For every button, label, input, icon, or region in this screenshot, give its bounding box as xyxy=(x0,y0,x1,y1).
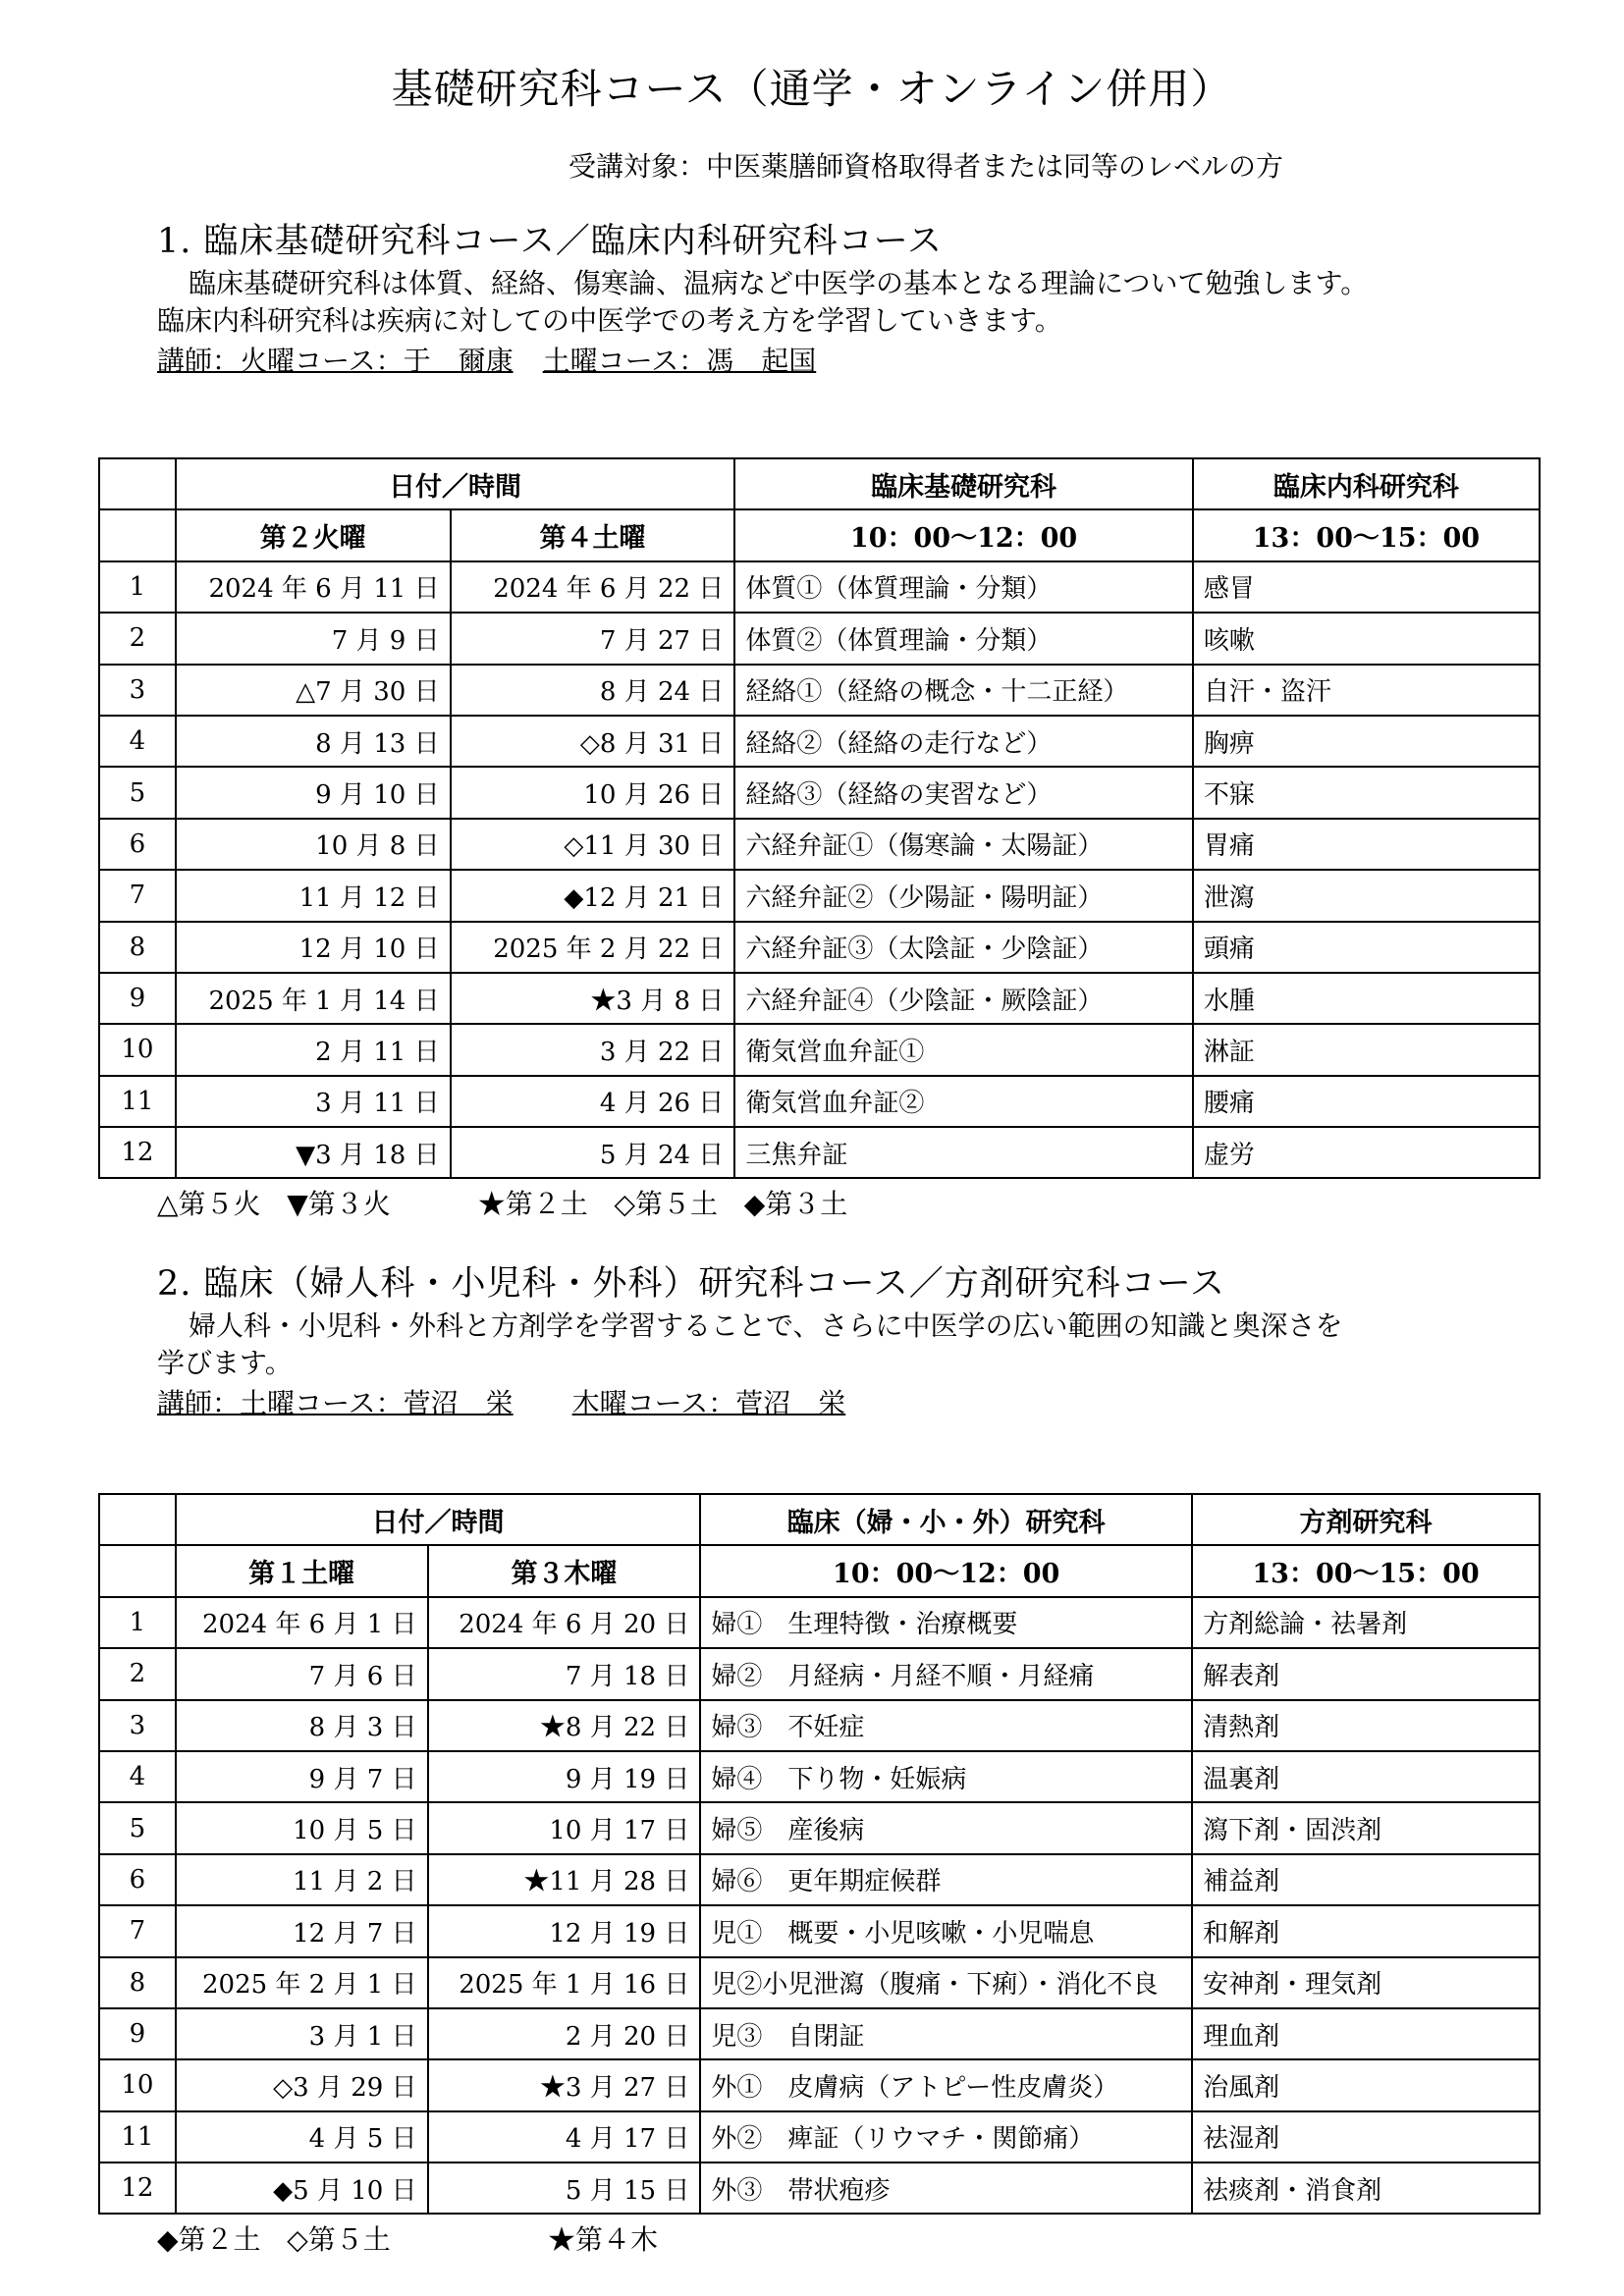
subject-cell: 方剤総論・祛暑剤 xyxy=(1192,1597,1540,1648)
instructor-thursday: 木曜コース：菅沼 栄 xyxy=(571,1387,846,1419)
date-cell: 10 月 5 日 xyxy=(176,1802,428,1853)
table-row xyxy=(99,1751,1540,1802)
date-cell: 8 月 3 日 xyxy=(176,1700,428,1751)
table-1-legend: △第５火 ▼第３火 ★第２土 ◇第５土 ◆第３土 xyxy=(157,1188,848,1220)
header-3rd-thursday: 第３木曜 xyxy=(428,1545,701,1596)
subject-cell: 婦④ 下り物・妊娠病 xyxy=(700,1751,1192,1802)
subject-cell: 婦③ 不妊症 xyxy=(700,1700,1192,1751)
row-number: 4 xyxy=(99,1751,176,1802)
date-cell: ◇11 月 30 日 xyxy=(451,819,735,870)
date-cell: ◆12 月 21 日 xyxy=(451,870,735,921)
row-number: 4 xyxy=(99,716,176,767)
date-cell: △7 月 30 日 xyxy=(176,665,451,716)
subject-cell: 体質②（体質理論・分類） xyxy=(734,613,1193,664)
date-cell: 7 月 27 日 xyxy=(451,613,735,664)
row-number: 5 xyxy=(99,767,176,818)
row-number: 8 xyxy=(99,922,176,973)
subject-cell: 感冒 xyxy=(1193,561,1540,613)
section-2-instructors xyxy=(157,1384,1532,1423)
subject-cell: 三焦弁証 xyxy=(734,1127,1193,1178)
subject-cell: 解表剤 xyxy=(1192,1648,1540,1699)
subject-cell: 外① 皮膚病（アトピー性皮膚炎） xyxy=(700,2059,1192,2110)
table-subheader-row xyxy=(99,1545,1540,1596)
date-cell: 3 月 1 日 xyxy=(176,2008,428,2059)
row-number: 6 xyxy=(99,819,176,870)
subject-cell: 温裏剤 xyxy=(1192,1751,1540,1802)
table-row xyxy=(99,1024,1540,1075)
subject-cell: 衛気営血弁証② xyxy=(734,1076,1193,1127)
subject-cell: 児③ 自閉証 xyxy=(700,2008,1192,2059)
subject-cell: 経絡①（経絡の概念・十二正経） xyxy=(734,665,1193,716)
date-cell: 7 月 6 日 xyxy=(176,1648,428,1699)
date-cell: ★8 月 22 日 xyxy=(428,1700,701,1751)
table-row xyxy=(99,1648,1540,1699)
date-cell: 11 月 12 日 xyxy=(176,870,451,921)
subject-cell: 頭痛 xyxy=(1193,922,1540,973)
table-row xyxy=(99,1597,1540,1648)
subject-cell: 外③ 帯状疱疹 xyxy=(700,2163,1192,2214)
table-row xyxy=(99,973,1540,1024)
subject-cell: 水腫 xyxy=(1193,973,1540,1024)
header-formula: 方剤研究科 xyxy=(1192,1494,1540,1545)
subject-cell: 六経弁証①（傷寒論・太陽証） xyxy=(734,819,1193,870)
subject-cell: 安神剤・理気剤 xyxy=(1192,1957,1540,2008)
date-cell: 11 月 2 日 xyxy=(176,1854,428,1905)
date-cell: 4 月 17 日 xyxy=(428,2111,701,2163)
row-number: 6 xyxy=(99,1854,176,1905)
section-2-heading: 2. 臨床（婦人科・小児科・外科）研究科コース／方剤研究科コース xyxy=(157,1264,1226,1304)
table-row xyxy=(99,819,1540,870)
row-number: 12 xyxy=(99,2163,176,2214)
subject-cell: 自汗・盗汗 xyxy=(1193,665,1540,716)
row-number: 12 xyxy=(99,1127,176,1178)
date-cell: 9 月 7 日 xyxy=(176,1751,428,1802)
table-row xyxy=(99,2111,1540,2163)
date-cell: 2 月 11 日 xyxy=(176,1024,451,1075)
table-row xyxy=(99,716,1540,767)
header-2nd-tuesday: 第２火曜 xyxy=(176,509,451,561)
table-row xyxy=(99,1802,1540,1853)
date-cell: 2025 年 2 月 22 日 xyxy=(451,922,735,973)
date-cell: 12 月 10 日 xyxy=(176,922,451,973)
date-cell: ◆5 月 10 日 xyxy=(176,2163,428,2214)
subject-cell: 児②小児泄瀉（腹痛・下痢）・消化不良 xyxy=(700,1957,1192,2008)
subject-cell: 祛痰剤・消食剤 xyxy=(1192,2163,1540,2214)
table-header-row xyxy=(99,1494,1540,1545)
subject-cell: 清熱剤 xyxy=(1192,1700,1540,1751)
date-cell: 2025 年 2 月 1 日 xyxy=(176,1957,428,2008)
section-1-instructors xyxy=(157,342,1532,381)
date-cell: 10 月 8 日 xyxy=(176,819,451,870)
subject-cell: 経絡③（経絡の実習など） xyxy=(734,767,1193,818)
instructor-tuesday: 講師：火曜コース：于 爾康 xyxy=(157,345,514,377)
subject-cell: 泄瀉 xyxy=(1193,870,1540,921)
date-cell: 8 月 13 日 xyxy=(176,716,451,767)
row-number: 3 xyxy=(99,665,176,716)
date-cell: 10 月 17 日 xyxy=(428,1802,701,1853)
header-clinical-gyn-ped-surg: 臨床（婦・小・外）研究科 xyxy=(700,1494,1192,1545)
header-4th-saturday: 第４土曜 xyxy=(451,509,735,561)
table-2-legend: ◆第２土 ◇第５土 ★第４木 xyxy=(157,2223,658,2256)
date-cell: 2024 年 6 月 20 日 xyxy=(428,1597,701,1648)
instructor-saturday: 講師：土曜コース：菅沼 栄 xyxy=(157,1387,514,1419)
table-row xyxy=(99,613,1540,664)
table-header-row xyxy=(99,458,1540,509)
date-cell: ◇3 月 29 日 xyxy=(176,2059,428,2110)
subject-cell: 虚労 xyxy=(1193,1127,1540,1178)
date-cell: 2024 年 6 月 11 日 xyxy=(176,561,451,613)
row-number: 8 xyxy=(99,1957,176,2008)
date-cell: 5 月 15 日 xyxy=(428,2163,701,2214)
header-date-time: 日付／時間 xyxy=(176,1494,701,1545)
row-number: 7 xyxy=(99,870,176,921)
row-number: 10 xyxy=(99,1024,176,1075)
date-cell: 2024 年 6 月 1 日 xyxy=(176,1597,428,1648)
section-2-description-line1: 婦人科・小児科・外科と方剤学を学習することで、さらに中医学の広い範囲の知識と奥深さを xyxy=(189,1309,1343,1342)
table-subheader-row xyxy=(99,509,1540,561)
row-number: 1 xyxy=(99,561,176,613)
target-audience: 受講対象：中医薬膳師資格取得者または同等のレベルの方 xyxy=(568,150,1283,183)
section-2 xyxy=(157,1260,1532,1423)
subject-cell: 和解剤 xyxy=(1192,1905,1540,1956)
subject-cell: 理血剤 xyxy=(1192,2008,1540,2059)
subject-cell: 婦② 月経病・月経不順・月経痛 xyxy=(700,1648,1192,1699)
table-row xyxy=(99,1700,1540,1751)
row-number: 1 xyxy=(99,1597,176,1648)
subject-cell: 淋証 xyxy=(1193,1024,1540,1075)
table-row xyxy=(99,2059,1540,2110)
schedule-table-1 xyxy=(98,457,1541,1179)
subject-cell: 六経弁証②（少陽証・陽明証） xyxy=(734,870,1193,921)
table-row xyxy=(99,767,1540,818)
date-cell: ★11 月 28 日 xyxy=(428,1854,701,1905)
date-cell: ▼3 月 18 日 xyxy=(176,1127,451,1178)
row-number: 3 xyxy=(99,1700,176,1751)
subject-cell: 外② 痺証（リウマチ・関節痛） xyxy=(700,2111,1192,2163)
subject-cell: 腰痛 xyxy=(1193,1076,1540,1127)
table-row xyxy=(99,665,1540,716)
row-number: 11 xyxy=(99,1076,176,1127)
table-row xyxy=(99,922,1540,973)
table-row xyxy=(99,1127,1540,1178)
date-cell: 2 月 20 日 xyxy=(428,2008,701,2059)
header-time-afternoon: 13：00～15：00 xyxy=(1193,509,1540,561)
header-blank xyxy=(99,1494,176,1545)
row-number: 5 xyxy=(99,1802,176,1853)
date-cell: 10 月 26 日 xyxy=(451,767,735,818)
row-number: 11 xyxy=(99,2111,176,2163)
row-number: 2 xyxy=(99,1648,176,1699)
row-number: 2 xyxy=(99,613,176,664)
header-time-morning: 10：00～12：00 xyxy=(700,1545,1192,1596)
row-number: 10 xyxy=(99,2059,176,2110)
section-1-description-line2: 臨床内科研究科は疾病に対しての中医学での考え方を学習していきます。 xyxy=(157,304,1062,337)
header-time-morning: 10：00～12：00 xyxy=(734,509,1193,561)
section-1-heading: 1. 臨床基礎研究科コース／臨床内科研究科コース xyxy=(157,222,944,261)
date-cell: 4 月 26 日 xyxy=(451,1076,735,1127)
date-cell: 4 月 5 日 xyxy=(176,2111,428,2163)
date-cell: 3 月 22 日 xyxy=(451,1024,735,1075)
date-cell: ★3 月 8 日 xyxy=(451,973,735,1024)
date-cell: 2025 年 1 月 16 日 xyxy=(428,1957,701,2008)
header-1st-saturday: 第１土曜 xyxy=(176,1545,428,1596)
table-row xyxy=(99,2008,1540,2059)
subject-cell: 治風剤 xyxy=(1192,2059,1540,2110)
header-blank xyxy=(99,1545,176,1596)
date-cell: 3 月 11 日 xyxy=(176,1076,451,1127)
subject-cell: 婦⑥ 更年期症候群 xyxy=(700,1854,1192,1905)
subject-cell: 衛気営血弁証① xyxy=(734,1024,1193,1075)
subject-cell: 婦① 生理特徴・治療概要 xyxy=(700,1597,1192,1648)
header-date-time: 日付／時間 xyxy=(176,458,735,509)
table-row xyxy=(99,1854,1540,1905)
subject-cell: 不寐 xyxy=(1193,767,1540,818)
header-blank xyxy=(99,509,176,561)
table-row xyxy=(99,1905,1540,1956)
table-row xyxy=(99,1076,1540,1127)
header-clinical-internal: 臨床内科研究科 xyxy=(1193,458,1540,509)
page-title: 基礎研究科コース（通学・オンライン併用） xyxy=(391,65,1233,113)
subject-cell: 補益剤 xyxy=(1192,1854,1540,1905)
subject-cell: 六経弁証④（少陰証・厥陰証） xyxy=(734,973,1193,1024)
date-cell: ◇8 月 31 日 xyxy=(451,716,735,767)
date-cell: 7 月 18 日 xyxy=(428,1648,701,1699)
date-cell: 5 月 24 日 xyxy=(451,1127,735,1178)
table-row xyxy=(99,561,1540,613)
instructor-saturday: 土曜コース：馮 起国 xyxy=(542,345,817,377)
subject-cell: 祛湿剤 xyxy=(1192,2111,1540,2163)
subject-cell: 胸痹 xyxy=(1193,716,1540,767)
date-cell: 2024 年 6 月 22 日 xyxy=(451,561,735,613)
subject-cell: 体質①（体質理論・分類） xyxy=(734,561,1193,613)
header-blank xyxy=(99,458,176,509)
date-cell: 9 月 19 日 xyxy=(428,1751,701,1802)
subject-cell: 六経弁証③（太陰証・少陰証） xyxy=(734,922,1193,973)
section-1-description-line1: 臨床基礎研究科は体質、経絡、傷寒論、温病など中医学の基本となる理論について勉強します。 xyxy=(189,267,1369,299)
date-cell: 12 月 7 日 xyxy=(176,1905,428,1956)
subject-cell: 瀉下剤・固渋剤 xyxy=(1192,1802,1540,1853)
date-cell: ★3 月 27 日 xyxy=(428,2059,701,2110)
table-row xyxy=(99,2163,1540,2214)
row-number: 9 xyxy=(99,973,176,1024)
header-time-afternoon: 13：00～15：00 xyxy=(1192,1545,1540,1596)
date-cell: 8 月 24 日 xyxy=(451,665,735,716)
table-row xyxy=(99,870,1540,921)
row-number: 7 xyxy=(99,1905,176,1956)
subject-cell: 経絡②（経絡の走行など） xyxy=(734,716,1193,767)
schedule-table-2 xyxy=(98,1493,1541,2215)
subject-cell: 咳嗽 xyxy=(1193,613,1540,664)
subject-cell: 児① 概要・小児咳嗽・小児喘息 xyxy=(700,1905,1192,1956)
date-cell: 9 月 10 日 xyxy=(176,767,451,818)
section-1 xyxy=(157,218,1532,381)
row-number: 9 xyxy=(99,2008,176,2059)
subject-cell: 胃痛 xyxy=(1193,819,1540,870)
subject-cell: 婦⑤ 産後病 xyxy=(700,1802,1192,1853)
header-clinical-basic: 臨床基礎研究科 xyxy=(734,458,1193,509)
date-cell: 7 月 9 日 xyxy=(176,613,451,664)
table-row xyxy=(99,1957,1540,2008)
date-cell: 2025 年 1 月 14 日 xyxy=(176,973,451,1024)
section-2-description-line2: 学びます。 xyxy=(157,1347,293,1379)
date-cell: 12 月 19 日 xyxy=(428,1905,701,1956)
